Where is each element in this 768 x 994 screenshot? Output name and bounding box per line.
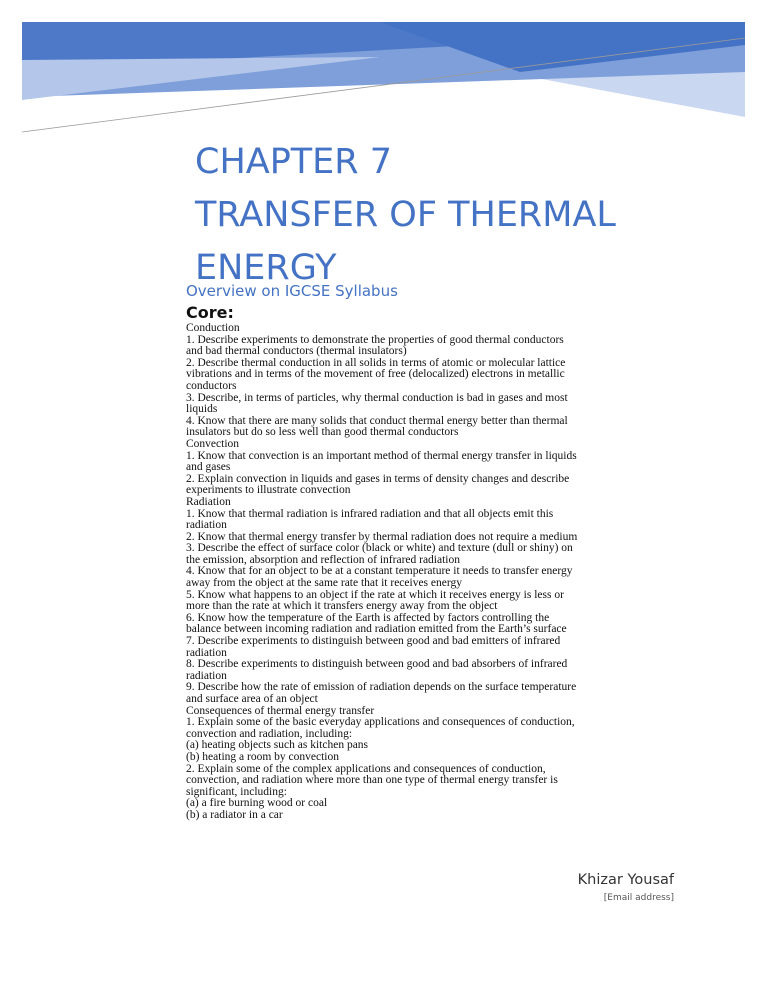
email-placeholder: [Email address] [603,893,674,903]
title-line: CHAPTER 7 [195,142,393,182]
syllabus-line: Radiation [186,495,231,508]
syllabus-line: 2. Explain some of the complex applications and consequences of conduction, [186,762,546,775]
syllabus-line: 4. Know that there are many solids that conduct thermal energy better than thermal [186,414,568,427]
syllabus-line: away from the object at the same rate that it receives energy [186,577,462,590]
syllabus-line: (a) heating objects such as kitchen pans [186,739,369,752]
header-banner [0,0,768,140]
syllabus-line: 1. Describe experiments to demonstrate the properties of good thermal conductors [186,333,564,346]
syllabus-line: 2. Explain convection in liquids and gases in terms of density changes and describe [186,472,570,485]
syllabus-line: 3. Describe the effect of surface color (black or white) and texture (dull or shiny) on [186,542,573,555]
title-line: TRANSFER OF THERMAL [195,195,616,235]
syllabus-line: experiments to illustrate convection [186,484,351,497]
syllabus-line: the emission, absorption and reflection of infrared radiation [186,553,460,566]
syllabus-line: significant, including: [186,785,287,798]
syllabus-line: 2. Know that thermal energy transfer by thermal radiation does not require a medium [186,530,578,543]
syllabus-line: 9. Describe how the rate of emission of radiation depends on the surface temperature [186,681,577,694]
syllabus-line: 6. Know how the temperature of the Earth is affected by factors controlling the [186,611,550,624]
syllabus-line: and bad thermal conductors (thermal insulators) [186,345,407,358]
syllabus-line: 2. Describe thermal conduction in all solids in terms of atomic or molecular lattice [186,356,566,369]
syllabus-line: (b) a radiator in a car [186,808,283,821]
syllabus-line: convection and radiation, including: [186,727,353,740]
syllabus-line: 5. Know what happens to an object if the rate at which it receives energy is less or [186,588,564,601]
syllabus-line: 1. Know that thermal radiation is infrared radiation and that all objects emit this [186,507,554,520]
syllabus-line: (b) heating a room by convection [186,750,339,763]
syllabus-line: Consequences of thermal energy transfer [186,704,375,717]
syllabus-line: liquids [186,403,218,416]
core-heading: Core: [186,303,234,322]
syllabus-line: Conduction [186,322,240,334]
subtitle: Overview on IGCSE Syllabus [186,282,398,300]
syllabus-line: and surface area of an object [186,693,318,705]
syllabus-line: 4. Know that for an object to be at a constant temperature it needs to transfer energy [186,565,573,578]
syllabus-line: convection, and radiation where more than one type of thermal energy transfer is [186,774,558,787]
page-title [195,136,616,295]
syllabus-line: conductors [186,379,237,392]
syllabus-line: 8. Describe experiments to distinguish between good and bad absorbers of infrared [186,658,568,671]
syllabus-line: 1. Know that convection is an important method of thermal energy transfer in liquids [186,449,577,462]
syllabus-line: Convection [186,437,240,450]
syllabus-text [186,323,686,822]
syllabus-line: radiation [186,646,227,659]
syllabus-line: 3. Describe, in terms of particles, why thermal conduction is bad in gases and most [186,391,568,404]
syllabus-line: radiation [186,669,227,682]
syllabus-line: radiation [186,519,227,532]
syllabus-line: 7. Describe experiments to distinguish between good and bad emitters of infrared [186,635,561,648]
syllabus-line: more than the rate at which it transfers energy away from the object [186,600,498,613]
author-name: Khizar Yousaf [577,872,674,888]
syllabus-line: insulators but do so less well than good thermal conductors [186,426,459,439]
syllabus-line: balance between incoming radiation and radiation emitted from the Earth’s surface [186,623,567,636]
syllabus-line: 1. Explain some of the basic everyday applications and consequences of conduction, [186,716,575,729]
title-line: ENERGY [195,248,337,288]
syllabus-line: vibrations and in terms of the movement of free (delocalized) electrons in metallic [186,368,565,381]
syllabus-line: and gases [186,461,231,474]
syllabus-line: (a) a fire burning wood or coal [186,797,328,810]
